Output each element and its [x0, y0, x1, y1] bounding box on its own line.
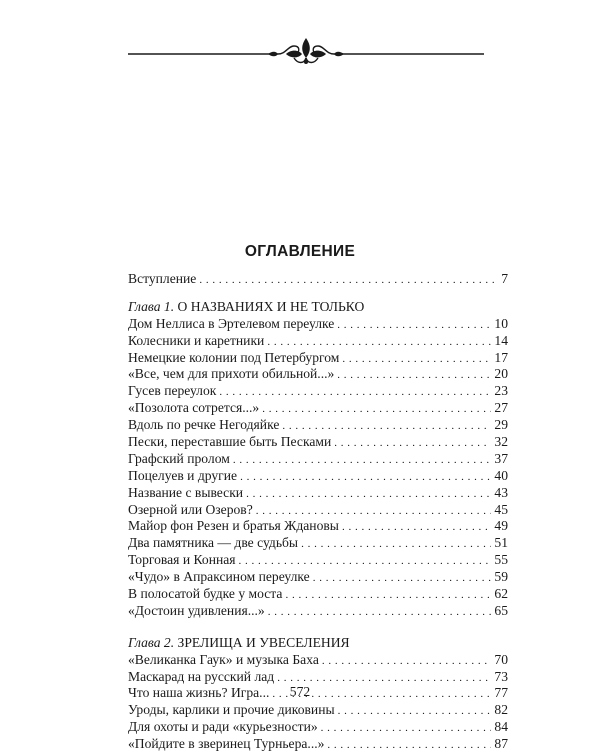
toc-entry-page: 59 [494, 569, 508, 585]
toc-entry[interactable] [128, 485, 508, 502]
toc-entry-page: 7 [501, 271, 508, 286]
toc-entry[interactable] [128, 316, 508, 333]
dot-leader [240, 469, 491, 486]
toc-entry-title: Гусев переулок [128, 383, 217, 399]
chapter-label: Глава 2. [128, 634, 175, 650]
dot-leader [322, 653, 492, 670]
toc-entry-page: 73 [494, 668, 508, 684]
toc-entry-page: 87 [494, 736, 508, 752]
decorative-ornament-icon [128, 34, 484, 70]
dot-leader [268, 604, 492, 621]
dot-leader [285, 587, 491, 604]
dot-leader [313, 570, 492, 587]
toc-entry-page: 20 [494, 366, 508, 382]
chapter-label: Глава 1. [128, 298, 175, 314]
toc-entry-page: 82 [494, 702, 508, 718]
toc-entry-page: 10 [494, 315, 508, 331]
toc-entry[interactable] [128, 652, 508, 669]
toc-entry[interactable] [128, 383, 508, 400]
toc-entry-page: 70 [494, 651, 508, 667]
dot-leader [219, 384, 491, 401]
toc-entry-title: Торговая и Конная [128, 552, 236, 568]
toc-entry[interactable] [128, 451, 508, 468]
toc-entry-title: Маскарад на русский лад [128, 668, 275, 684]
toc-entry-title: Уроды, карлики и прочие диковины [128, 702, 335, 718]
chapter-heading[interactable] [128, 635, 508, 652]
toc-entry[interactable] [128, 518, 508, 535]
dot-leader [239, 553, 492, 570]
toc-entry-intro[interactable] [128, 271, 508, 288]
toc-entry-title: В полосатой будке у моста [128, 586, 283, 602]
toc-entry[interactable] [128, 333, 508, 350]
dot-leader [342, 519, 491, 536]
dot-leader [233, 452, 492, 469]
dot-leader [301, 536, 491, 553]
toc-entry-page: 32 [494, 434, 508, 450]
dot-leader [327, 737, 491, 754]
toc-entry-page: 40 [494, 467, 508, 483]
toc-entry[interactable] [128, 586, 508, 603]
toc-entry-title: «Достоин удивления...» [128, 602, 265, 618]
dot-leader [334, 435, 491, 452]
toc-entry-page: 23 [494, 383, 508, 399]
toc-entry-title: Дом Неллиса в Эртелевом переулке [128, 315, 335, 331]
toc-entry[interactable] [128, 569, 508, 586]
toc-entry-title: Вдоль по речке Негодяйке [128, 417, 280, 433]
toc-entry-title: Что наша жизнь? Игра... [128, 685, 270, 701]
toc-entry-title: Графский пролом [128, 450, 230, 466]
toc-entry-title: Майор фон Резен и братья Ждановы [128, 518, 339, 534]
dot-leader [199, 272, 498, 289]
toc-entry-title: Название с вывески [128, 484, 244, 500]
toc-entry-page: 29 [494, 417, 508, 433]
toc-entry-page: 62 [494, 586, 508, 602]
chapter-title: О НАЗВАНИЯХ И НЕ ТОЛЬКО [177, 298, 365, 314]
toc-entry-title: «Великанка Гаук» и музыка Баха [128, 651, 319, 667]
toc-entry[interactable] [128, 603, 508, 620]
toc-entry-page: 84 [494, 719, 508, 735]
toc-entry[interactable] [128, 502, 508, 519]
toc-entry[interactable] [128, 434, 508, 451]
toc-entry[interactable] [128, 417, 508, 434]
toc-entry-page: 45 [494, 501, 508, 517]
toc-entry-page: 43 [494, 484, 508, 500]
toc-entry[interactable] [128, 535, 508, 552]
toc-entry-page: 77 [494, 685, 508, 701]
toc-entry-title: Озерной или Озеров? [128, 501, 253, 517]
table-of-contents [128, 271, 508, 753]
dot-leader [342, 351, 491, 368]
toc-entry[interactable] [128, 400, 508, 417]
dot-leader [321, 720, 492, 737]
toc-entry[interactable] [128, 719, 508, 736]
toc-entry-page: 14 [494, 332, 508, 348]
dot-leader [267, 334, 491, 351]
page-number: 572 [289, 684, 311, 699]
toc-entry-page: 17 [494, 349, 508, 365]
dot-leader [337, 367, 491, 384]
chapter-heading[interactable] [128, 299, 508, 316]
toc-entry-title: Поцелуев и другие [128, 467, 238, 483]
dot-leader [262, 401, 491, 418]
toc-entry-page: 37 [494, 450, 508, 466]
dot-leader [246, 486, 491, 503]
toc-entry[interactable] [128, 350, 508, 367]
dot-leader [256, 503, 492, 520]
toc-entry-title: Колесники и каретники [128, 332, 265, 348]
toc-entry-page: 49 [494, 518, 508, 534]
toc-entry-title: «Чудо» в Апраксином переулке [128, 569, 310, 585]
toc-entry[interactable] [128, 736, 508, 753]
toc-heading: ОГЛАВЛЕНИЕ [244, 243, 356, 260]
toc-entry-title: «Позолота сотрется...» [128, 400, 260, 416]
toc-entry-title: Два памятника — две судьбы [128, 535, 299, 551]
chapter-title: ЗРЕЛИЩА И УВЕСЕЛЕНИЯ [177, 634, 350, 650]
toc-entry-title: Немецкие колонии под Петербургом [128, 349, 340, 365]
dot-leader [282, 418, 491, 435]
toc-entry-page: 55 [494, 552, 508, 568]
toc-entry[interactable] [128, 366, 508, 383]
toc-entry[interactable] [128, 552, 508, 569]
toc-entry[interactable] [128, 468, 508, 485]
toc-entry-title: «Пойдите в зверинец Турньера...» [128, 736, 325, 752]
dot-leader [338, 703, 492, 720]
toc-entry-title: Для охоты и ради «курьезности» [128, 719, 318, 735]
toc-entry[interactable] [128, 702, 508, 719]
toc-entry-title: Пески, переставшие быть Песками [128, 434, 332, 450]
toc-entry-page: 51 [494, 535, 508, 551]
toc-entry-title: «Все, чем для прихоти обильной...» [128, 366, 335, 382]
toc-entry-title: Вступление [128, 271, 197, 286]
toc-entry[interactable] [128, 669, 508, 686]
dot-leader [337, 317, 491, 334]
toc-entry-page: 27 [494, 400, 508, 416]
toc-entry-page: 65 [494, 602, 508, 618]
